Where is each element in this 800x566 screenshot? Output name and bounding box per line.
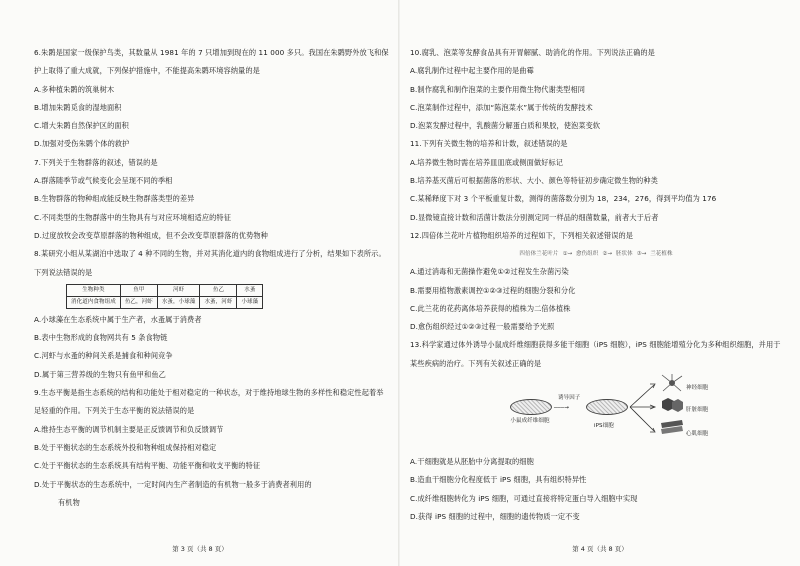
flow-arrow: ③→	[636, 251, 647, 258]
right-column	[410, 44, 782, 526]
question-12-option-d: D.愈伤组织经过①②③过程一般需要给予光照	[410, 322, 555, 332]
table-header-cell: 水蚤	[237, 284, 263, 296]
question-6-option-d: D.加强对受伤朱鹮个体的救护	[34, 139, 130, 149]
liver-cells-icon	[660, 397, 684, 413]
flow-step: 四倍体兰花叶片	[519, 251, 559, 258]
question-10-option-b: B.制作腐乳和制作泡菜的主要作用微生物代谢类型相同	[410, 84, 586, 94]
question-13-stem: 13.科学家通过体外诱导小鼠成纤维细胞获得多能干细胞（iPS 细胞），iPS 细胞能增殖分化为多种组织细胞，并用于某些疾病的治疗。下列有关叙述正确的是	[410, 340, 781, 368]
fibroblast-label: 小鼠成纤维细胞	[510, 418, 550, 425]
question-10-option-a: A.腐乳制作过程中起主要作用的是曲霉	[410, 66, 534, 76]
question-13-option-b: B.造血干细胞分化程度低于 iPS 细胞，具有组织特异性	[410, 475, 587, 485]
ips-cell-diagram	[410, 373, 782, 453]
cardiomyocyte-label: 心肌细胞	[686, 431, 709, 438]
question-11-stem: 11.下列有关微生物的培养和计数，叙述错误的是	[410, 139, 568, 149]
fibroblast-dish-icon	[510, 399, 552, 415]
question-9-option-c: C.处于平衡状态的生态系统具有结构平衡、功能平衡和收支平衡的特征	[34, 461, 261, 471]
cardiomyocyte-icon	[660, 419, 684, 435]
question-10-option-d: D.泡菜发酵过程中，乳酸菌分解蛋白质和果胶，使泡菜变软	[410, 121, 601, 131]
question-12-option-c: C.此兰花的花药离体培养获得的植株为二倍体植株	[410, 303, 571, 313]
question-9-option-d: D.处于平衡状态的生态系统中，一定时间内生产者制造的有机物一般多于消费者利用的	[34, 479, 312, 489]
question-8-option-c: C.河虾与水蚤的种间关系是捕食和种间竞争	[34, 351, 173, 361]
question-6-option-b: B.增加朱鹮觅食的湿地面积	[34, 102, 122, 112]
ips-dish-icon	[586, 399, 628, 415]
tissue-culture-flow	[410, 245, 782, 263]
question-10-option-c: C.泡菜制作过程中，添加“陈泡菜水”属于传统的发酵技术	[410, 102, 593, 112]
table-header-row	[67, 284, 263, 296]
question-12-stem: 12.四倍体兰花叶片植物组织培养的过程如下，下列相关叙述错误的是	[410, 230, 634, 240]
page-footer-right: 第 4 页（共 8 页）	[572, 545, 628, 553]
ips-label: iPS细胞	[594, 423, 614, 430]
flow-arrow: ②→	[602, 251, 613, 258]
table-cell: 水蚤，河虾	[200, 296, 237, 308]
question-9-stem: 9.生态平衡是指生态系统的结构和功能处于相对稳定的一种状态，对于维持地球生物的多样性和稳定性起着举足轻重的作用。下列关于生态平衡的说法错误的是	[34, 388, 384, 416]
inducer-label: 诱导因子	[558, 395, 581, 402]
question-6-option-c: C.增大朱鹮自然保护区的面积	[34, 121, 129, 131]
flow-arrow: ①→	[562, 251, 573, 258]
flow-step: 兰花植株	[650, 251, 673, 258]
table-cell: 水蚤，小球藻	[157, 296, 200, 308]
question-7-option-c: C.不同类型的生物群落中的生物具有与对应环境相适应的特征	[34, 212, 231, 222]
arrow-icon: ───→	[554, 405, 569, 412]
question-9-option-a: A.维持生态平衡的调节机制主要是正反馈调节和负反馈调节	[34, 424, 224, 434]
question-11-option-a: A.培养微生物时需在培养皿皿底或侧面做好标记	[410, 157, 564, 167]
question-8-option-b: B.表中生物形成的食物网共有 5 条食物链	[34, 333, 168, 343]
question-13-option-c: C.成纤维细胞转化为 iPS 细胞，可通过直接将特定蛋白导入细胞中实现	[410, 493, 638, 503]
page-footer-left: 第 3 页（共 8 页）	[172, 545, 228, 553]
table-cell: 小球藻	[237, 296, 263, 308]
table-header-cell: 生物种类	[67, 284, 121, 296]
question-7-option-d: D.过度放牧会改变草原群落的物种组成，但不会改变草原群落的优势物种	[34, 230, 268, 240]
table-cell: 消化道内食物组成	[67, 296, 121, 308]
question-6-option-a: A.多种植朱鹮的筑巢树木	[34, 84, 115, 94]
question-12-option-a: A.通过消毒和无菌操作避免①②过程发生杂菌污染	[410, 267, 569, 277]
flow-step: 胚状体	[615, 251, 633, 258]
question-7-stem: 7.下列关于生物群落的叙述，错误的是	[34, 157, 158, 167]
flow-step: 愈伤组织	[576, 251, 599, 258]
food-composition-table	[66, 284, 263, 309]
question-11-option-b: B.培养基灭菌后可根据菌落的形状、大小、颜色等特征初步确定微生物的种类	[410, 176, 658, 186]
question-11-option-d: D.显微镜直接计数和活菌计数法分别测定同一样品的细菌数量，前者大于后者	[410, 212, 659, 222]
question-7-option-b: B.生物群落的物种组成能反映生物群落类型的差异	[34, 194, 195, 204]
question-10-stem: 10.腐乳、泡菜等发酵食品具有开胃解腻、助消化的作用。下列说法正确的是	[410, 48, 655, 57]
liver-cell-label: 肝脏细胞	[686, 407, 709, 414]
table-cell: 鱼乙，河虾	[120, 296, 157, 308]
table-header-cell: 鱼甲	[120, 284, 157, 296]
question-11-option-c: C.某稀释度下对 3 个平板重复计数，测得的菌落数分别为 18，234，276，得到平均值为 176	[410, 194, 717, 204]
question-8-stem: 8.某研究小组从某湖泊中选取了 4 种不同的生物，并对其消化道内的食物组成进行了分析，结果如下表所示。下列说法错误的是	[34, 249, 386, 277]
neuron-icon	[660, 373, 684, 393]
question-9-option-b: B.处于平衡状态的生态系统外投和物种组成保持相对稳定	[34, 442, 217, 452]
table-row	[67, 296, 263, 308]
question-7-option-a: A.群落随季节或气候变化会呈现不同的季相	[34, 176, 173, 186]
page-right	[400, 0, 800, 566]
question-8-option-d: D.属于第三营养级的生物只有鱼甲和鱼乙	[34, 369, 166, 379]
table-header-cell: 河虾	[157, 284, 200, 296]
question-12-option-b: B.需要用植物激素调控①②③过程的细胞分裂和分化	[410, 285, 576, 295]
question-9-option-d-continued: 有机物	[58, 497, 80, 507]
neuron-label: 神经细胞	[686, 385, 709, 392]
table-header-cell: 鱼乙	[200, 284, 237, 296]
left-column	[34, 44, 390, 512]
question-13-option-a: A.干细胞就是从胚胎中分离提取的细胞	[410, 457, 534, 467]
branch-arrows-icon	[628, 377, 658, 441]
question-6-stem: 6.朱鹮是国家一级保护鸟类，其数量从 1981 年的 7 只增加到现在的 11 000 多只。我国在朱鹮野外放飞和保护上取得了重大成就，下列保护措施中，不能提高朱鹮环境容纳量的是	[34, 48, 389, 76]
question-13-option-d: D.获得 iPS 细胞的过程中，细胞的遗传物质一定不变	[410, 511, 580, 521]
question-8-option-a: A.小球藻在生态系统中属于生产者，水蚤属于消费者	[34, 314, 202, 324]
